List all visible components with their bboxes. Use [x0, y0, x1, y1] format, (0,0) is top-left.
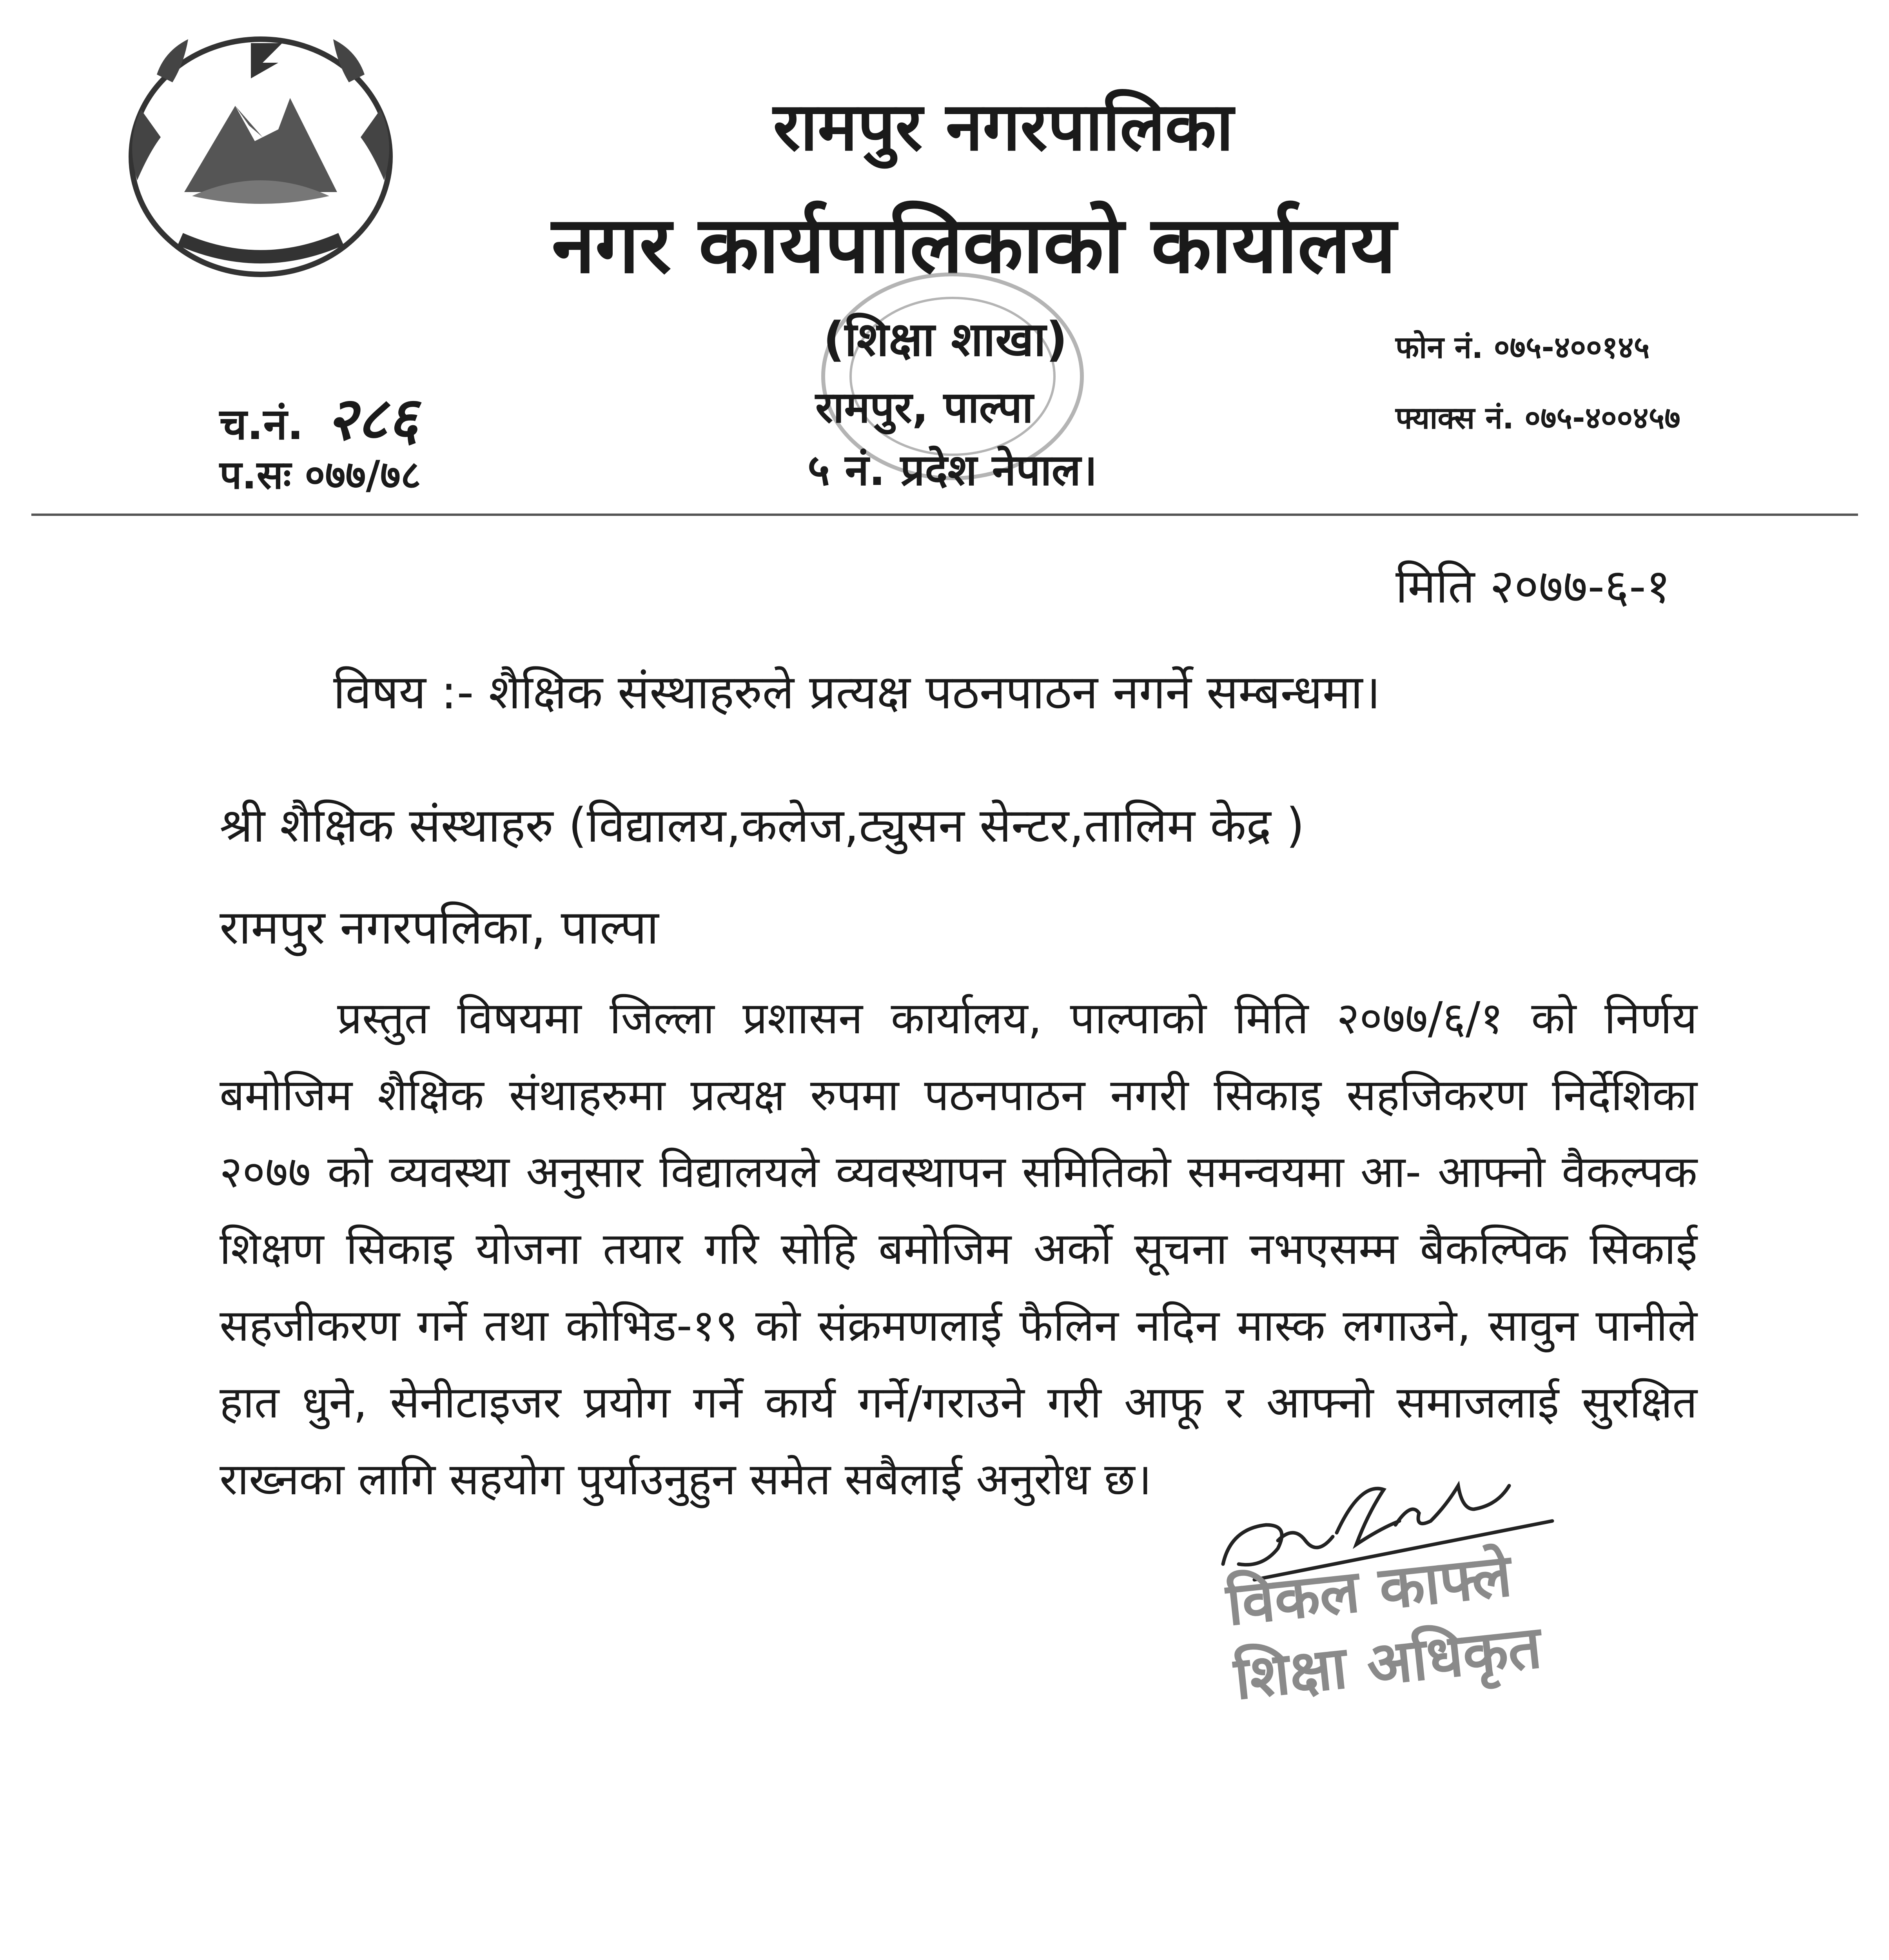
office-address-line1: रामपुर, पाल्पा — [815, 382, 1033, 432]
reference-label: च.नं. — [220, 399, 304, 449]
section-name: (शिक्षा शाखा) — [823, 312, 1068, 367]
office-name: नगर कार्यपालिकाको कार्यालय — [552, 200, 1396, 291]
office-address-line2: ५ नं. प्रदेश नेपाल। — [807, 445, 1098, 495]
reference-number — [220, 376, 418, 456]
header-divider — [31, 514, 1858, 516]
fiscal-year: प.सः ०७७/७८ — [220, 452, 421, 498]
signatory-title: शिक्षा अधिकृत — [1231, 1613, 1545, 1713]
phone-number: फोन नं. ०७५-४००१४५ — [1395, 330, 1650, 365]
reference-value: २८६ — [326, 384, 418, 453]
municipality-name: रामपुर नगरपालिका — [773, 88, 1234, 166]
signatory-stamp — [1223, 1536, 1545, 1716]
recipient-line1: श्री शैक्षिक संस्थाहरु (विद्यालय,कलेज,ट्युसन सेन्टर,तालिम केद्र ) — [220, 799, 1305, 853]
signatory-name: विकल काफ्ले — [1223, 1541, 1515, 1639]
letter-date: मिति २०७७-६-१ — [1395, 559, 1671, 614]
letter-subject: विषय :- शैक्षिक संस्थाहरुले प्रत्यक्ष पठनपाठन नगर्ने सम्बन्धमा। — [333, 665, 1381, 720]
fax-number: फ्याक्स नं. ०७५-४००४५७ — [1395, 401, 1680, 436]
recipient-line2: रामपुर नगरपलिका, पाल्पा — [220, 900, 659, 955]
letter-body: प्रस्तुत विषयमा जिल्ला प्रशासन कार्यालय, पाल्पाको मिति २०७७/६/१ को निर्णय बमोजिम शैक्षिक संथाहरुमा प्रत्यक्ष रुपमा पठनपाठन नगरी सिकाइ सहजिकरण निर्देशिका २०७७ को व्यवस्था अनुसार विद्यालयले व्यवस्थापन समितिको समन्वयमा आ- आफ्नो वैकल्पक शिक्षण सिकाइ योजना तयार गरि सोहि बमोजिम अर्को सूचना नभएसम्म बैकल्पिक सिकाई सहजीकरण गर्ने तथा कोभिड-१९ को संक्रमणलाई फैलिन नदिन मास्क लगाउने, सावुन पानीले हात धुने, सेनीटाइजर प्रयोग गर्ने कार्य गर्ने/गराउने गरी आफू र आफ्नो समाजलाई सुरक्षित राख्नका लागि सहयोग पुर्याउनुहुन समेत सबैलाई अनुरोध छ। — [220, 993, 1698, 1505]
